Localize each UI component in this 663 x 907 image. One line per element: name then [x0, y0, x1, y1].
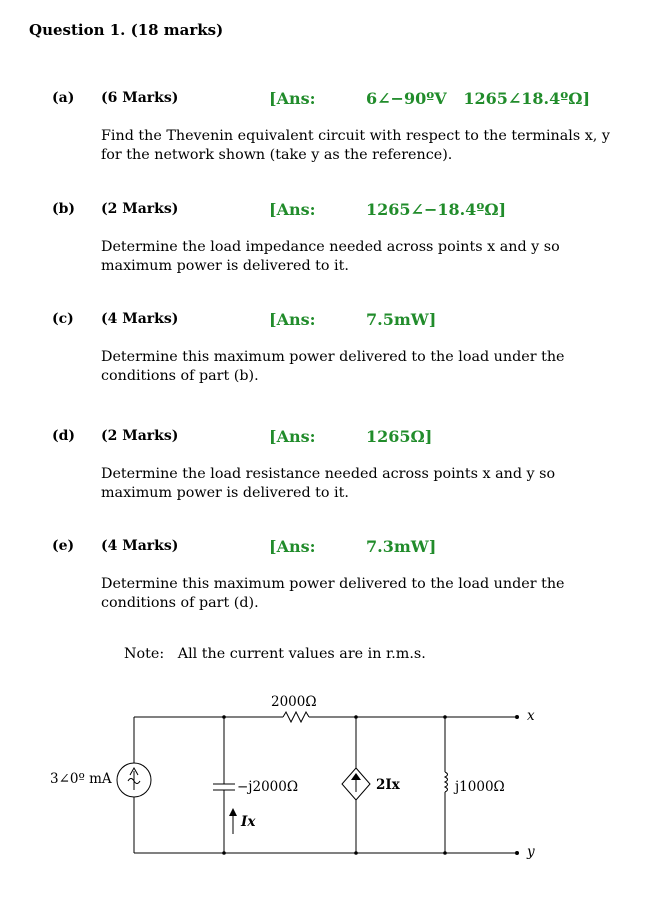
- part-a-ans-prefix: [Ans:: [269, 89, 316, 108]
- terminal-x-label: x: [527, 708, 535, 724]
- part-b-text: Determine the load impedance needed across points x and y so maximum power is delivered to it.: [101, 239, 560, 274]
- dep-source-arrow-head: [351, 773, 361, 780]
- resistor-label: 2000Ω: [271, 694, 317, 710]
- part-a-label: (a): [52, 90, 75, 106]
- note-text: Note: All the current values are in r.m.s.: [124, 646, 426, 662]
- part-e-marks: (4 Marks): [101, 538, 179, 554]
- node-dot: [354, 851, 358, 855]
- part-b-label: (b): [52, 201, 76, 217]
- part-d-ans-prefix: [Ans:: [269, 427, 316, 446]
- inductor-symbol: [445, 772, 448, 792]
- ix-label: Ix: [241, 814, 256, 830]
- source-label: 3∠0º mA: [50, 771, 112, 787]
- part-c-label: (c): [52, 311, 74, 327]
- part-d-ans-value: 1265Ω]: [366, 427, 433, 446]
- node-dot: [222, 715, 226, 719]
- part-c-text: Determine this maximum power delivered to the load under the conditions of part (b).: [101, 349, 565, 384]
- part-e-ans-prefix: [Ans:: [269, 537, 316, 556]
- part-b-marks: (2 Marks): [101, 201, 179, 217]
- terminal-x-dot: [515, 715, 519, 719]
- terminal-y-dot: [515, 851, 519, 855]
- capacitor-label: −j2000Ω: [237, 779, 299, 795]
- part-a-ans-value: 6∠−90ºV 1265∠18.4ºΩ]: [366, 89, 591, 108]
- part-d-text: Determine the load resistance needed across points x and y so maximum power is delivered to it.: [101, 466, 556, 501]
- node-dot: [443, 715, 447, 719]
- node-dot: [443, 851, 447, 855]
- resistor-2000-symbol: [283, 712, 309, 722]
- part-c-ans-prefix: [Ans:: [269, 310, 316, 329]
- question-title: Question 1. (18 marks): [29, 21, 224, 39]
- part-b-ans-value: 1265∠−18.4ºΩ]: [366, 200, 507, 219]
- part-e-text: Determine this maximum power delivered to the load under the conditions of part (d).: [101, 576, 565, 611]
- node-dot: [222, 851, 226, 855]
- node-dot: [354, 715, 358, 719]
- part-c-ans-value: 7.5mW]: [366, 310, 437, 329]
- part-d-marks: (2 Marks): [101, 428, 179, 444]
- dependent-source-label: 2Ix: [376, 777, 400, 793]
- part-a-text: Find the Thevenin equivalent circuit with respect to the terminals x, y for the network shown (take y as the reference).: [101, 128, 610, 163]
- inductor-label: j1000Ω: [455, 779, 505, 795]
- part-d-label: (d): [52, 428, 76, 444]
- part-c-marks: (4 Marks): [101, 311, 179, 327]
- part-b-ans-prefix: [Ans:: [269, 200, 316, 219]
- part-e-ans-value: 7.3mW]: [366, 537, 437, 556]
- ix-arrow-head: [229, 808, 237, 816]
- terminal-y-label: y: [527, 844, 535, 860]
- part-e-label: (e): [52, 538, 75, 554]
- part-a-marks: (6 Marks): [101, 90, 179, 106]
